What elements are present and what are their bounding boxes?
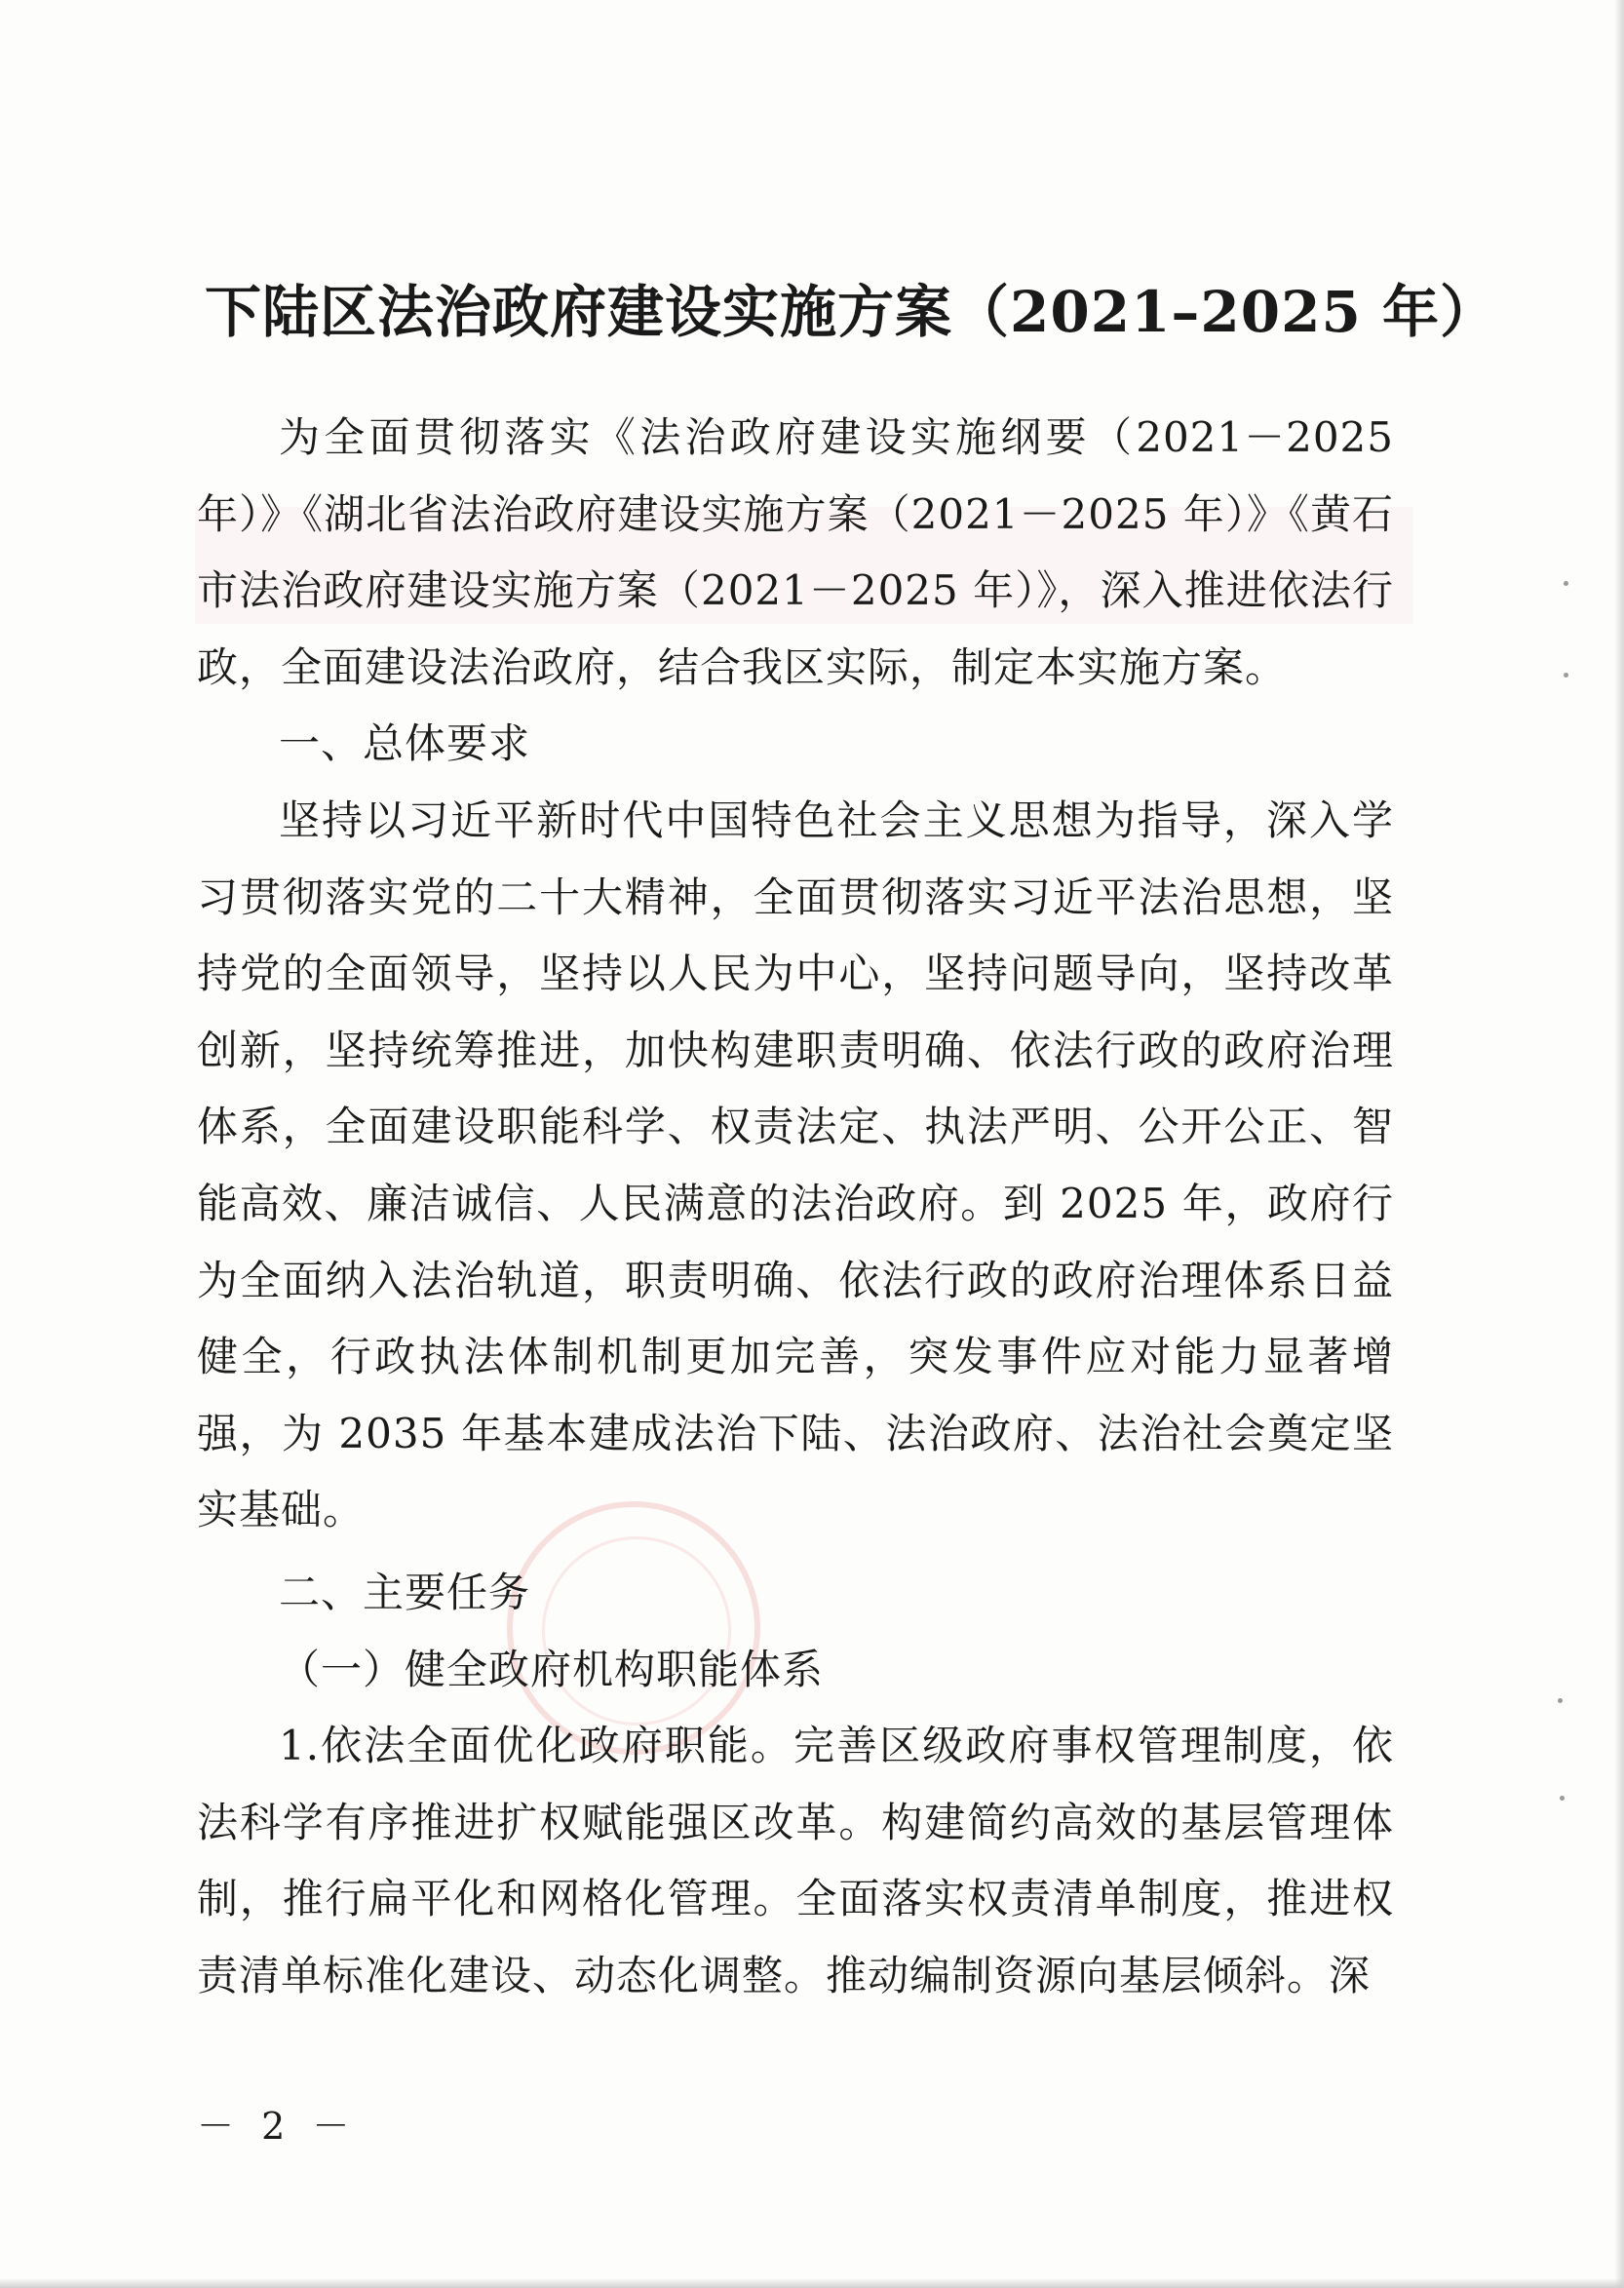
subsection-heading-government-functions: （一）健全政府机构职能体系 (279, 1645, 825, 1693)
scan-speck (1558, 1698, 1563, 1703)
section-heading-overall-requirements: 一、总体要求 (279, 719, 531, 768)
scan-speck (1564, 581, 1568, 586)
overall-requirements-paragraph: 坚持以习近平新时代中国特色社会主义思想为指导，深入学习贯彻落实党的二十大精神，全面贯彻落实习近平法治思想，坚持党的全面领导，坚持以人民为中心，坚持问题导向，坚持改革创新，坚持统筹推进，加快构建职责明确、依法行政的政府治理体系，全面建设职能科学、权责法定、执法严明、公开公正、智能高效、廉洁诚信、人民满意的法治政府。到 2025 年，政府行为全面纳入法治轨道，职责明确、依法行政的政府治理体系日益健全，行政执法体制机制更加完善，突发事件应对能力显著增强，为 2035 年基本建成法治下陆、法治政府、法治社会奠定坚实基础。 (197, 795, 1394, 1534)
document-body (197, 400, 1394, 2014)
item-1-paragraph: 1.依法全面优化政府职能。完善区级政府事权管理制度，依法科学有序推进扩权赋能强区改革。构建简约高效的基层管理体制，推行扁平化和网格化管理。全面落实权责清单制度，推进权责清单标准化建设、动态化调整。推动编制资源向基层倾斜。深 (197, 1722, 1394, 1999)
scan-speck (1564, 673, 1568, 678)
intro-paragraph: 为全面贯彻落实《法治政府建设实施纲要（2021－2025 年）》《湖北省法治政府建设实施方案（2021－2025 年）》《黄石市法治政府建设实施方案（2021－2025 年）》，深入推进依法行政，全面建设法治政府，结合我区实际，制定本实施方案。 (197, 413, 1394, 691)
scan-edge-right (1614, 0, 1624, 2288)
document-title: 下陆区法治政府建设实施方案（2021–2025 年） (205, 279, 1498, 345)
scan-edge-bottom (0, 2278, 1624, 2288)
page-number: － 2 － (197, 2105, 358, 2148)
section-heading-main-tasks: 二、主要任务 (279, 1568, 531, 1616)
scan-speck (1560, 1796, 1565, 1801)
